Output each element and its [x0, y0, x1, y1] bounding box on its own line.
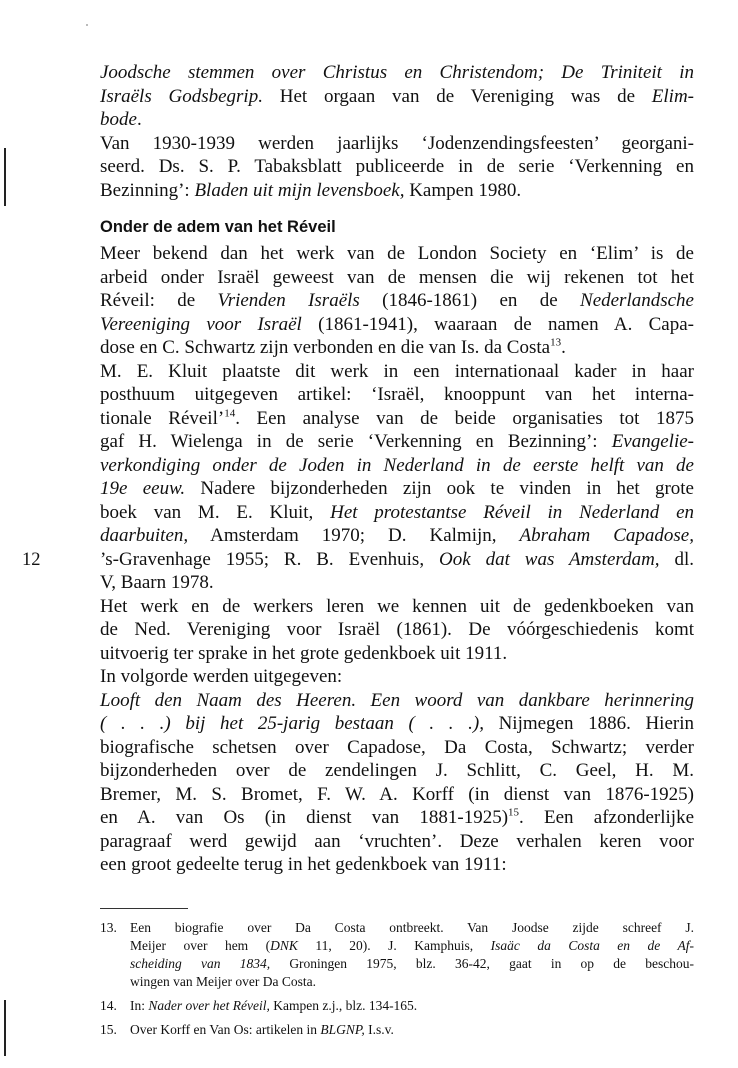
footnote-15: 15. Over Korff en Van Os: artikelen in BLGNP, I.s.v.	[100, 1021, 394, 1037]
margin-rule-bottom	[4, 1000, 6, 1056]
paragraph-1: Joodsche stemmen over Christus en Christendom; De Triniteit in Israëls Godsbegrip. Het orgaan van de Vereniging was de Elim- bode.	[100, 62, 694, 130]
main-text	[100, 61, 694, 1045]
paragraph-2: Van 1930-1939 werden jaarlijks ‘Jodenzendingsfeesten’ georgani- seerd. Ds. S. P. Tabaksblatt publiceerde in de serie ‘Verkenning en Bezinning’: Bladen uit mijn levensboek, Kampen 1980.	[100, 132, 694, 201]
footnote-ref-13: 13	[550, 336, 562, 349]
margin-rule-top	[4, 148, 6, 206]
footnote-13: 13. Een biografie over Da Costa ontbreekt. Van Joodse zijde schreef J. Meijer over hem (DNK 11, 20). J. Kamphuis, Isaäc da Costa en de Af- scheiding van 1834, Groningen 1975, blz. 36-42, gaat in op de beschou- wingen van Meijer over Da Costa.	[100, 919, 695, 989]
scan-dot	[86, 24, 88, 26]
footnote-14: 14. In: Nader over het Réveil, Kampen z.j., blz. 134-165.	[100, 997, 418, 1013]
footnote-ref-15: 15	[508, 806, 520, 819]
footnote-divider	[100, 908, 188, 909]
paragraph-6: In volgorde werden uitgegeven:	[100, 666, 343, 687]
paragraph-3: Meer bekend dan het werk van de London Society en ‘Elim’ is de arbeid onder Israël geweest van de mensen die wij rekenen tot het Réveil: de Vrienden Israëls (1846-1861) en de Nederlandsche Vereeniging voor Israël (1861-1941), waaraan de namen A. Capa- dose en C. Schwartz zijn verbonden en die van Is. da Costa$^{13}$.	[100, 243, 694, 358]
page-number: 12	[22, 550, 41, 570]
footnote-ref-14: 14	[224, 407, 236, 420]
paragraph-5: Het werk en de werkers leren we kennen uit de gedenkboeken van de Ned. Vereniging voor Israël (1861). De vóórgeschiedenis komt uitvoerig ter sprake in het grote gedenkboek uit 1911.	[100, 595, 694, 664]
paragraph-4: M. E. Kluit plaatste dit werk in een internationaal kader in haar posthuum uitgegeven artikel: ‘Israël, knooppunt van het interna- tionale Réveil’$^{14}$. Een analyse van de beide organisaties tot 1875 gaf H. Wielenga in de serie ‘Verkenning en Bezinning’: Evangelie- verkondiging onder de Joden in Nederland in de eerste helft van de 19e eeuw. Nadere bijzonderheden zijn ook te vinden in het grote boek van M. E. Kluit, Het protestantse Réveil in Nederland en daarbuiten, Amsterdam 1970; D. Kalmijn, Abraham Capadose, ’s-Gravenhage 1955; R. B. Evenhuis, Ook dat was Amsterdam, dl. V, Baarn 1978.	[100, 360, 695, 593]
section-heading: Onder de adem van het Réveil	[100, 218, 336, 236]
paragraph-7: Looft den Naam des Heeren. Een woord van dankbare herinnering ( . . .) bij het 25-jarig bestaan ( . . .), Nijmegen 1886. Hierin biografische schetsen over Capadose, Da Costa, Schwartz; verder bijzonderheden over de zendelingen J. Schlitt, C. Geel, H. M. Bremer, M. S. Bromet, F. W. A. Korff (in dienst van 1876-1925) en A. van Os (in dienst van 1881-1925)$^{15}$. Een afzonderlijke paragraaf werd gewijd aan ‘vruchten’. Deze verhalen keren voor een groot gedeelte terug in het gedenkboek van 1911:	[100, 689, 695, 875]
